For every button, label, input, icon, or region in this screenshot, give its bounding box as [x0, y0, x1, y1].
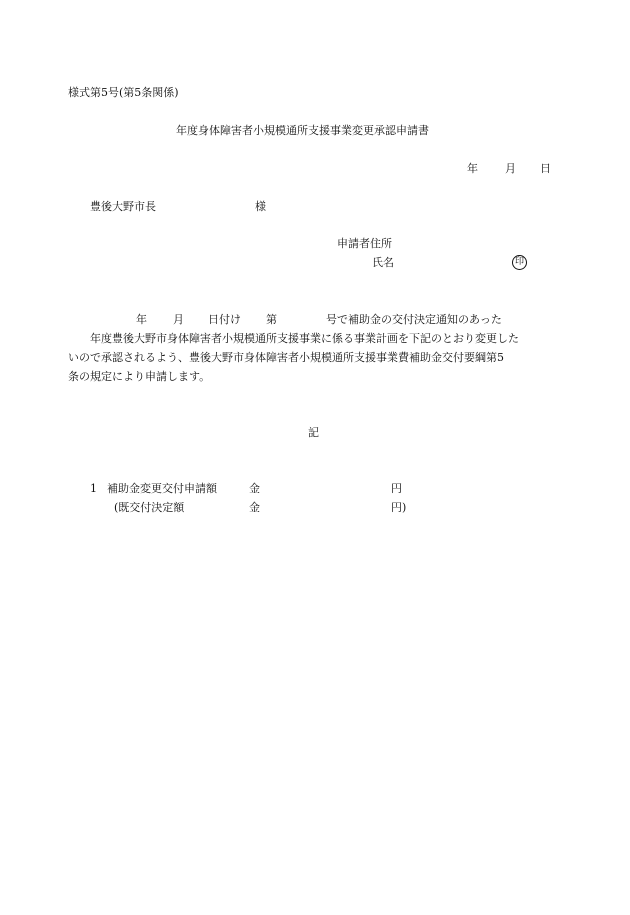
date-year: 年: [467, 162, 478, 175]
item-1-label: 補助金変更交付申請額: [107, 482, 217, 495]
applicant-address-label: 申請者住所: [337, 237, 392, 250]
body-line1-day: 日付け: [208, 313, 241, 326]
body-line1-month: 月: [173, 313, 184, 326]
body-line3: いので承認されるよう、豊後大野市身体障害者小規模通所支援事業費補助金交付要綱第5: [68, 351, 504, 364]
body-line1-dai: 第: [266, 313, 277, 326]
applicant-name-label: 氏名: [372, 256, 394, 269]
form-label: 様式第5号(第5条関係): [68, 86, 179, 99]
addressee-name: 豊後大野市長: [90, 200, 156, 213]
item-1-unit: 円: [391, 482, 402, 495]
date-day: 日: [540, 162, 551, 175]
item-2-kin: 金: [249, 501, 260, 514]
document-title: 年度身体障害者小規模通所支援事業変更承認申請書: [176, 124, 429, 137]
item-1-kin: 金: [249, 482, 260, 495]
body-line2: 年度豊後大野市身体障害者小規模通所支援事業に係る事業計画を下記のとおり変更した: [90, 332, 519, 345]
addressee-honorific: 様: [255, 200, 266, 213]
seal-icon: 印: [512, 255, 527, 270]
item-1-number: 1: [90, 482, 97, 495]
body-line1-year: 年: [136, 313, 147, 326]
item-2-label: (既交付決定額: [114, 501, 185, 514]
body-line4: 条の規定により申請します。: [68, 370, 211, 383]
ki-heading: 記: [308, 426, 319, 439]
body-line1-rest: 号で補助金の交付決定通知のあった: [326, 313, 502, 326]
date-month: 月: [505, 162, 516, 175]
item-2-unit: 円): [391, 501, 407, 514]
